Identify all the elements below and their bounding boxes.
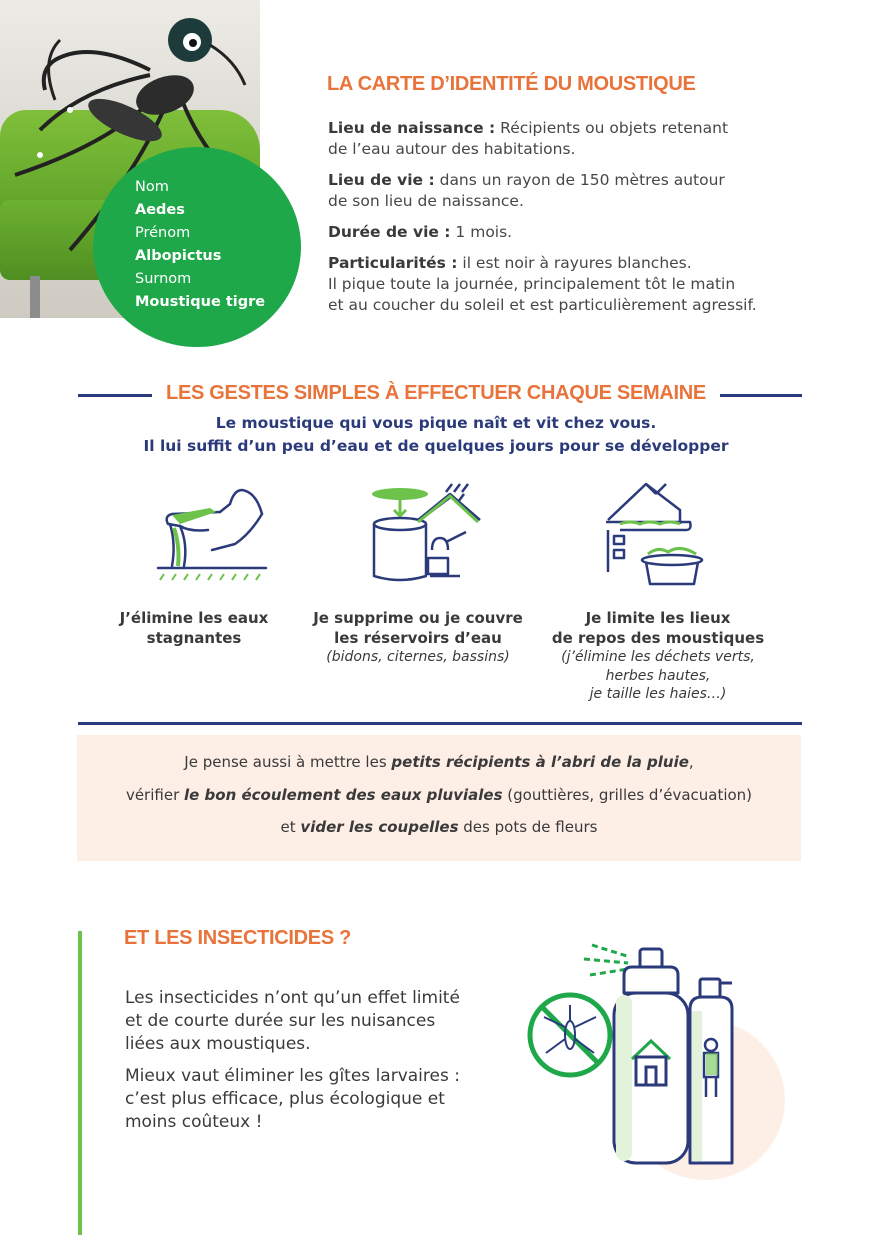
gesture-note-line1: (j’élimine les déchets verts, <box>561 649 755 665</box>
gestes-subtitle <box>0 412 872 458</box>
text-line: moins coûteux ! <box>125 1112 263 1132</box>
cover-water-tank-icon <box>360 480 485 586</box>
gesture-item <box>303 608 533 667</box>
naissance-label: Lieu de naissance : <box>328 119 496 137</box>
gesture-label-line1: J’élimine les eaux <box>119 609 269 627</box>
tip-text: , <box>688 753 694 771</box>
tip-text: (gouttières, grilles d’évacuation) <box>502 786 753 804</box>
insecticides-paragraph-2 <box>125 1065 500 1134</box>
insecticides-text <box>125 987 500 1143</box>
gesture-item <box>79 608 309 648</box>
nom-label: Nom <box>135 179 169 195</box>
tip-emphasis: petits récipients à l’abri de la pluie <box>391 753 689 771</box>
text-line: Les insecticides n’ont qu’un effet limité <box>125 988 460 1008</box>
tip-text: vérifier <box>125 786 185 804</box>
insecticides-title: ET LES INSECTICIDES ? <box>124 927 352 949</box>
gestes-subtitle-line2: Il lui suffit d’un peu d’eau et de quelques jours pour se développer <box>143 437 729 455</box>
duree-label: Durée de vie : <box>328 223 451 241</box>
vie-line2: de son lieu de naissance. <box>328 192 524 210</box>
id-card-details <box>328 118 828 326</box>
duree-value: 1 mois. <box>450 223 513 241</box>
naissance-line2: de l’eau autour des habitations. <box>328 140 576 158</box>
particularites-line1: il est noir à rayures blanches. <box>457 254 692 272</box>
tip-text: Je pense aussi à mettre les <box>184 753 392 771</box>
vie-line1: dans un rayon de 150 mètres autour <box>434 171 725 189</box>
tip-line-3 <box>77 818 801 836</box>
gesture-note-line1: (bidons, citernes, bassins) <box>326 649 510 665</box>
tip-emphasis: le bon écoulement des eaux pluviales <box>184 786 503 804</box>
gestes-title-text: LES GESTES SIMPLES À EFFECTUER CHAQUE SEMAINE <box>152 382 720 404</box>
text-line: liées aux moustiques. <box>125 1034 311 1054</box>
pour-water-out-icon <box>150 484 270 584</box>
surnom-value: Moustique tigre <box>135 294 266 310</box>
gesture-item <box>543 608 773 704</box>
gesture-label-line2: de repos des moustiques <box>551 629 765 647</box>
tip-text: des pots de fleurs <box>458 818 598 836</box>
gesture-note-line3: je taille les haies…) <box>589 686 727 702</box>
vie-label: Lieu de vie : <box>328 171 435 189</box>
gesture-label-line1: Je limite les lieux <box>585 609 731 627</box>
gesture-label-line1: Je supprime ou je couvre <box>313 609 523 627</box>
gesture-label-line2: stagnantes <box>146 629 242 647</box>
id-badge <box>135 176 295 314</box>
gesture-label-line2: les réservoirs d’eau <box>334 629 502 647</box>
particularites-label: Particularités : <box>328 254 458 272</box>
prenom-value: Albopictus <box>135 248 222 264</box>
tip-divider <box>78 722 802 725</box>
green-accent-bar <box>78 931 82 1235</box>
prenom-label: Prénom <box>135 225 191 241</box>
gestes-title <box>0 382 872 405</box>
particularites-row <box>328 253 828 316</box>
tip-line-2 <box>77 786 801 804</box>
text-line: et de courte durée sur les nuisances <box>125 1011 436 1031</box>
naissance-line1: Récipients ou objets retenant <box>495 119 729 137</box>
tip-emphasis: vider les coupelles <box>300 818 459 836</box>
text-line: c’est plus efficace, plus écologique et <box>125 1089 445 1109</box>
nom-value: Aedes <box>135 202 185 218</box>
id-card-title: LA CARTE D’IDENTITÉ DU MOUSTIQUE <box>327 73 696 95</box>
vie-row <box>328 170 828 212</box>
duree-row <box>328 222 828 243</box>
gestes-subtitle-line1: Le moustique qui vous pique naît et vit chez vous. <box>215 414 657 432</box>
text-line: Mieux vaut éliminer les gîtes larvaires : <box>125 1066 460 1086</box>
particularites-line2: Il pique toute la journée, principalement tôt le matin <box>328 275 736 293</box>
gesture-note-line2: herbes hautes, <box>605 667 711 684</box>
surnom-label: Surnom <box>135 271 192 287</box>
insecticide-spray-cans-icon <box>520 935 800 1185</box>
tip-text: et <box>280 818 301 836</box>
particularites-line3: et au coucher du soleil et est particulièrement agressif. <box>328 296 757 314</box>
naissance-row <box>328 118 828 160</box>
tip-line-1 <box>77 753 801 771</box>
gutter-and-bin-icon <box>600 480 725 588</box>
insecticides-paragraph-1 <box>125 987 500 1056</box>
